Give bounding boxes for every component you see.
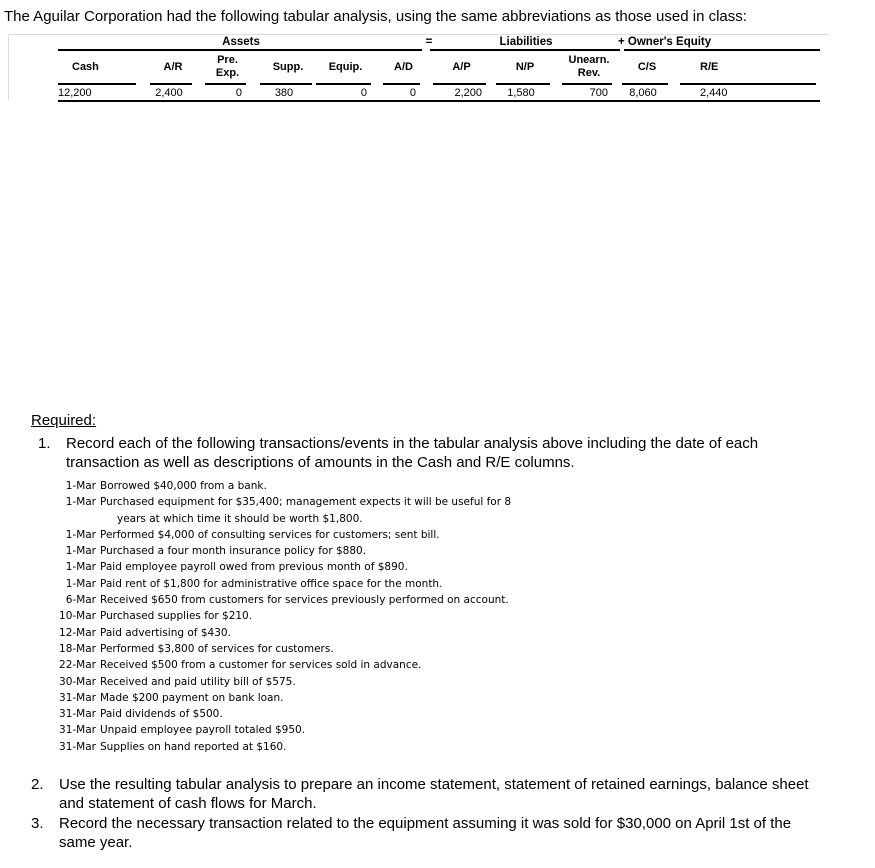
transaction-date: 10-Mar <box>59 610 96 623</box>
divider <box>383 83 420 85</box>
transaction-text: Paid rent of $1,800 for administrative office space for the month. <box>100 577 443 590</box>
transaction-row <box>46 592 511 608</box>
item-3 <box>31 814 831 852</box>
transaction-date: 30-Mar <box>59 675 96 688</box>
item-text: Record the necessary transaction related to the equipment assuming it was sold for $30,000 on April 1st of the same year. <box>59 815 792 851</box>
column-header: Unearn. Rev. <box>568 54 610 79</box>
item-number: 1. <box>38 435 51 452</box>
transaction-text: Received $650 from customers for services previously performed on account. <box>100 594 509 607</box>
column-header: Cash <box>72 60 99 73</box>
column-header: A/D <box>394 60 413 73</box>
transaction-row <box>46 576 511 592</box>
transaction-row <box>46 559 511 575</box>
column-header: A/P <box>452 60 471 73</box>
transaction-row <box>46 641 511 657</box>
transaction-date: 12-Mar <box>59 626 96 639</box>
column-header: Pre. Exp. <box>215 54 240 79</box>
divider <box>150 83 192 85</box>
column-value: 12,200 <box>58 87 92 99</box>
column-value: 2,200 <box>454 87 482 99</box>
transaction-date: 22-Mar <box>59 659 96 672</box>
column-value: 2,440 <box>700 87 728 99</box>
transaction-text: Purchased equipment for $35,400; management expects it will be useful for 8 <box>100 496 512 509</box>
transaction-row <box>46 608 511 624</box>
transaction-date: 31-Mar <box>59 691 96 704</box>
transaction-text: Borrowed $40,000 from a bank. <box>100 480 267 492</box>
divider <box>205 83 246 85</box>
band-assets: Assets <box>222 36 260 48</box>
divider <box>58 100 820 102</box>
column-value: 1,580 <box>507 87 535 99</box>
item-1 <box>38 434 828 472</box>
transaction-text: Received $500 from a customer for services sold in advance. <box>100 659 422 672</box>
column-value: 0 <box>235 87 242 99</box>
transaction-text: Unpaid employee payroll totaled $950. <box>100 724 306 737</box>
transaction-date: 31-Mar <box>59 708 96 721</box>
band-liabilities: Liabilities <box>499 36 553 48</box>
divider <box>624 49 820 51</box>
transaction-date: 1-Mar <box>65 577 96 590</box>
column-value: 700 <box>589 87 608 99</box>
transaction-date: 31-Mar <box>59 724 96 737</box>
column-value: 380 <box>274 87 294 99</box>
item-text: Record each of the following transactions/events in the tabular analysis above including the date of each transaction as well as descriptions of amounts in the Cash and R/E columns. <box>66 435 759 471</box>
transaction-text: Paid advertising of $430. <box>100 626 231 639</box>
transaction-row <box>46 511 511 527</box>
item-number: 3. <box>31 815 44 832</box>
column-header: A/R <box>163 60 183 73</box>
problem-title: The Aguilar Corporation had the following tabular analysis, using the same abbreviations as those used in class: <box>4 8 747 25</box>
divider <box>622 83 668 85</box>
divider <box>260 83 312 85</box>
transaction-date: 31-Mar <box>59 740 96 753</box>
transaction-date: 1-Mar <box>65 561 96 574</box>
required-heading: Required: <box>31 412 97 429</box>
divider <box>316 83 371 85</box>
transaction-text: Purchased supplies for $210. <box>100 610 253 623</box>
item-number: 2. <box>31 776 44 793</box>
transaction-text: Purchased a four month insurance policy for $880. <box>100 545 367 558</box>
column-value: 0 <box>360 87 367 99</box>
column-value: 0 <box>409 87 416 99</box>
transaction-text: Supplies on hand reported at $160. <box>100 740 287 753</box>
transaction-text: Performed $4,000 of consulting services for customers; sent bill. <box>100 528 440 541</box>
transaction-date: 6-Mar <box>65 594 96 607</box>
divider <box>680 83 816 85</box>
transaction-text: Paid dividends of $500. <box>100 708 223 721</box>
transaction-text: Made $200 payment on bank loan. <box>100 691 284 704</box>
transaction-row <box>46 494 511 510</box>
item-text: Use the resulting tabular analysis to prepare an income statement, statement of retained earnings, balance sheet and statement of cash flows for March. <box>59 776 809 812</box>
divider <box>496 83 550 85</box>
divider <box>433 83 486 85</box>
transaction-row <box>46 625 511 641</box>
transaction-text: Performed $3,800 of services for customers. <box>100 642 334 655</box>
column-header: Equip. <box>328 60 363 73</box>
column-value: 8,060 <box>629 87 657 99</box>
column-header: Supp. <box>272 60 304 73</box>
item-2 <box>31 775 831 813</box>
divider <box>562 83 612 85</box>
transaction-date: 1-Mar <box>65 528 96 541</box>
transaction-row <box>46 722 511 738</box>
transaction-row <box>46 674 511 690</box>
transaction-text: years at which time it should be worth $1,800. <box>117 512 363 525</box>
divider <box>58 49 422 51</box>
transaction-list <box>46 478 511 755</box>
transaction-row <box>46 657 511 673</box>
band-equals: = <box>425 36 433 48</box>
transaction-row <box>46 690 511 706</box>
transaction-date: 1-Mar <box>65 496 96 509</box>
divider <box>58 83 136 85</box>
column-value: 2,400 <box>155 87 183 99</box>
transaction-date: 1-Mar <box>65 480 96 492</box>
transaction-row <box>46 478 511 494</box>
transaction-date: 18-Mar <box>59 642 96 655</box>
transaction-text: Paid employee payroll owed from previous month of $890. <box>100 561 408 574</box>
transaction-text: Received and paid utility bill of $575. <box>100 675 296 688</box>
column-header: R/E <box>700 60 719 73</box>
divider <box>430 49 620 51</box>
transaction-row <box>46 543 511 559</box>
column-header: C/S <box>637 60 657 73</box>
transaction-row <box>46 739 511 755</box>
transaction-row <box>46 706 511 722</box>
transaction-date: 1-Mar <box>65 545 96 558</box>
column-header: N/P <box>515 60 535 73</box>
transaction-row <box>46 527 511 543</box>
band-equity: + Owner's Equity <box>618 36 712 48</box>
